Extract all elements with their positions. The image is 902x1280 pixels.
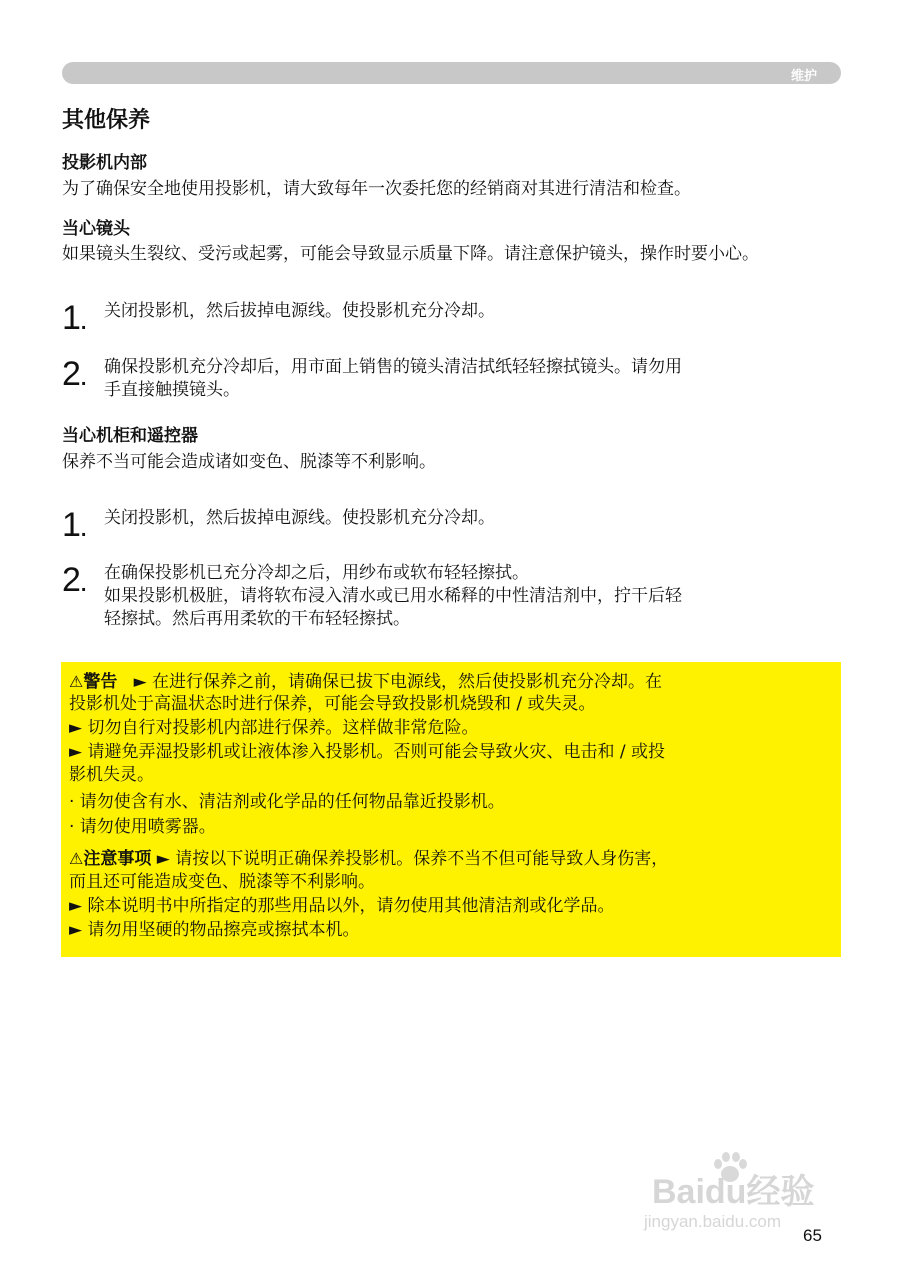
step-number: 1. <box>62 506 87 544</box>
page-title: 其他保养 <box>62 108 151 133</box>
paragraph-interior: 为了确保安全地使用投影机，请大致每年一次委托您的经销商对其进行清洁和检查。 <box>62 179 691 199</box>
watermark-main-text: Baidu经验 <box>652 1173 815 1211</box>
section-label: 维护 <box>790 69 817 84</box>
step-text: 在确保投影机已充分冷却之后，用纱布或软布轻轻擦拭。 如果投影机极脏，请将软布浸入清水或已用水稀释的中性清洁剂中，拧干后轻 轻擦拭。然后再用柔软的干布轻轻擦拭。 <box>104 563 682 629</box>
step-text: 确保投影机充分冷却后，用市面上销售的镜头清洁拭纸轻轻擦拭镜头。请勿用 手直接触摸镜头。 <box>104 357 682 400</box>
arrow-icon: ► <box>69 896 83 916</box>
caution-line: ► 除本说明书中所指定的那些用品以外，请勿使用其他清洁剂或化学品。 <box>69 896 615 916</box>
page-number: 65 <box>803 1226 822 1245</box>
warning-line: · 请勿使用喷雾器。 <box>69 817 216 837</box>
paragraph-cabinet: 保养不当可能会造成诸如变色、脱漆等不利影响。 <box>62 452 436 472</box>
heading-lens-care: 当心镜头 <box>62 219 130 239</box>
warning-triangle-icon: ⚠ <box>69 672 84 691</box>
watermark-url: jingyan.baidu.com <box>644 1212 782 1231</box>
warning-line: · 请勿使含有水、清洁剂或化学品的任何物品靠近投影机。 <box>69 792 505 812</box>
arrow-icon: ► <box>69 718 83 738</box>
step-text: 关闭投影机，然后拔掉电源线。使投影机充分冷却。 <box>104 508 495 528</box>
warning-label: 警告 <box>83 672 118 692</box>
caution-line: ⚠注意事项 ► 请按以下说明正确保养投影机。保养不当不但可能导致人身伤害， <box>69 849 669 869</box>
caution-label: 注意事项 <box>83 849 152 869</box>
warning-line: ► 请避免弄湿投影机或让液体渗入投影机。否则可能会导致火灾、电击和 / 或投 <box>69 742 666 762</box>
arrow-icon: ► <box>133 672 147 692</box>
step-number: 2. <box>62 561 87 599</box>
warning-line: ► 切勿自行对投影机内部进行保养。这样做非常危险。 <box>69 718 479 738</box>
paragraph-lens: 如果镜头生裂纹、受污或起雾，可能会导致显示质量下降。请注意保护镜头，操作时要小心。 <box>62 244 759 264</box>
warning-line: ⚠警告 ► 在进行保养之前，请确保已拔下电源线，然后使投影机充分冷却。在 <box>69 672 663 692</box>
arrow-icon: ► <box>156 849 170 869</box>
section-header-bar <box>62 62 841 84</box>
step-number: 1. <box>62 299 87 337</box>
step-number: 2. <box>62 355 87 393</box>
heading-cabinet-remote: 当心机柜和遥控器 <box>62 426 198 446</box>
arrow-icon: ► <box>69 742 83 762</box>
step-text: 关闭投影机，然后拔掉电源线。使投影机充分冷却。 <box>104 301 495 321</box>
caution-line: 而且还可能造成变色、脱漆等不利影响。 <box>69 872 375 892</box>
warning-line: 影机失灵。 <box>69 765 154 785</box>
heading-projector-interior: 投影机内部 <box>62 153 147 173</box>
caution-triangle-icon: ⚠ <box>69 849 84 868</box>
arrow-icon: ► <box>69 920 83 940</box>
warning-line: 投影机处于高温状态时进行保养，可能会导致投影机烧毁和 / 或失灵。 <box>69 694 596 714</box>
caution-line: ► 请勿用坚硬的物品擦亮或擦拭本机。 <box>69 920 360 940</box>
warning-box <box>61 662 841 957</box>
